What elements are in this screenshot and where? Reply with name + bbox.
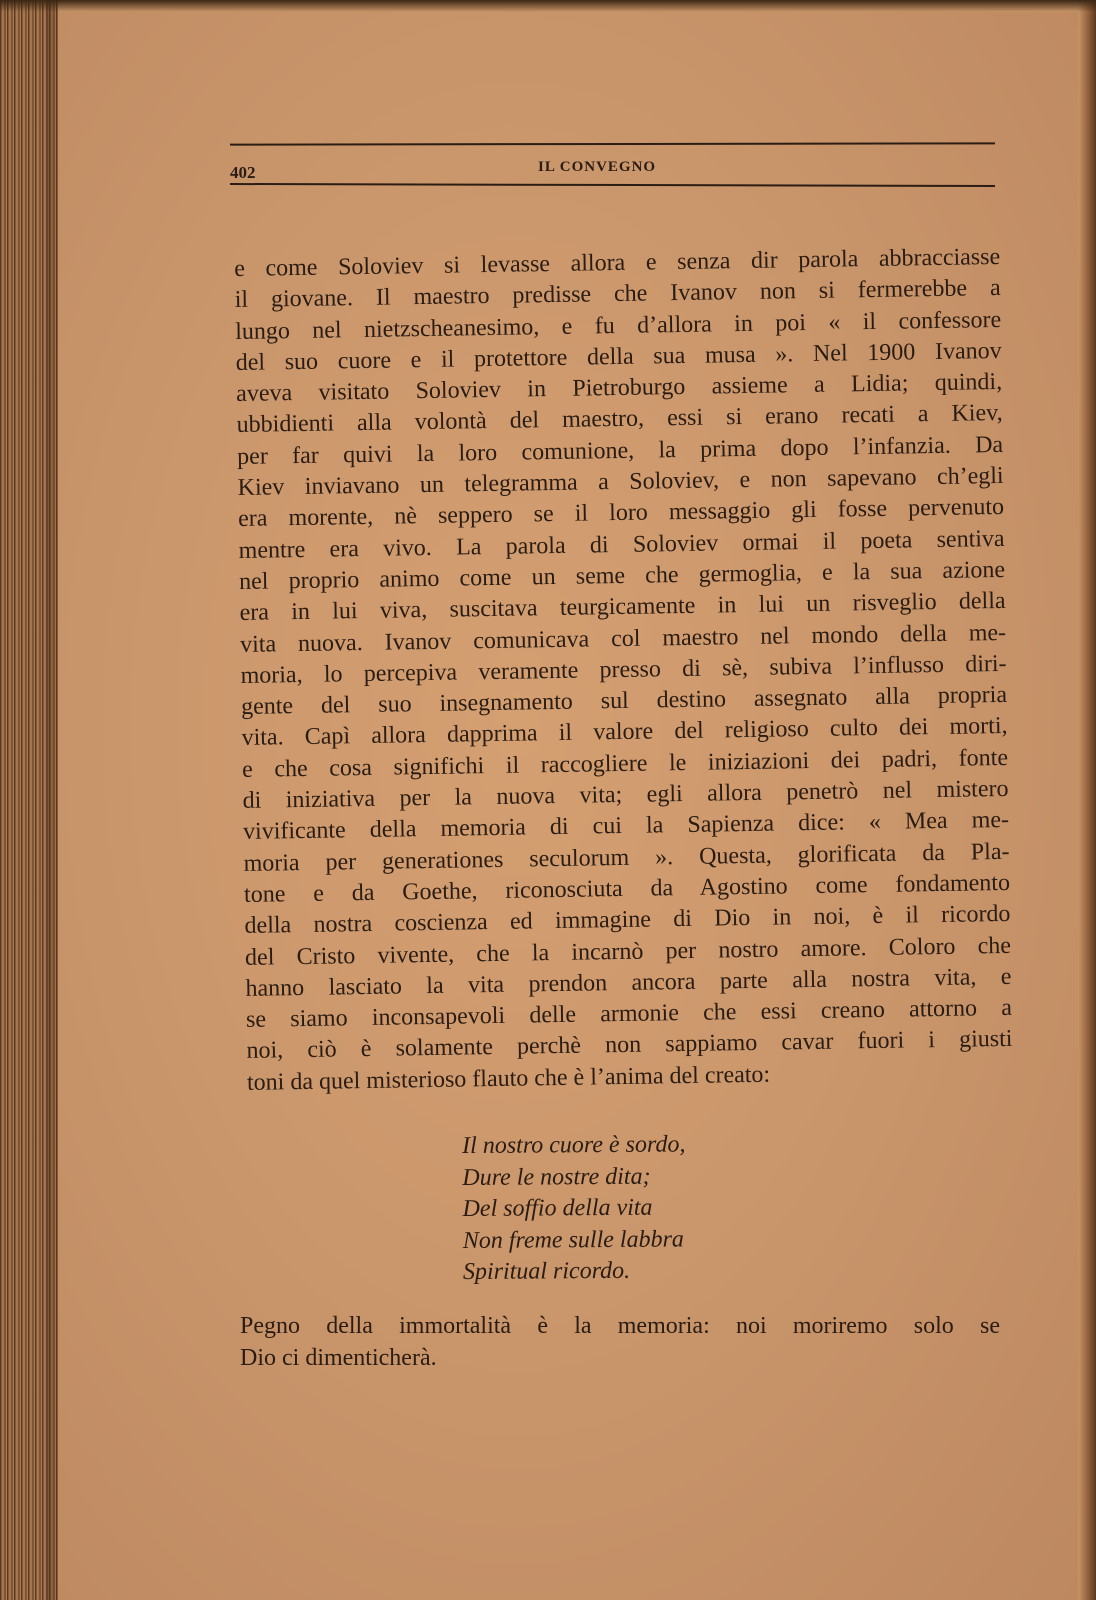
body-line: per far quivi la loro comunione, la prima dopo l’infanzia. Da xyxy=(236,431,1004,470)
poem-line: Dure le nostre dita; xyxy=(462,1163,651,1191)
closing-paragraph xyxy=(240,1311,1000,1374)
page-header xyxy=(230,143,995,199)
body-line: mentre era vivo. La parola di Soloviev ormai il poeta sentiva xyxy=(238,525,1005,564)
body-line: tone e da Goethe, riconosciuta da Agostino come fondamento xyxy=(243,869,1011,908)
closing-line: Dio ci dimenticherà. xyxy=(240,1344,437,1371)
body-line: ubbidienti alla volontà del maestro, essi si erano recati a Kiev, xyxy=(236,400,1003,439)
body-line: e come Soloviev si levasse allora e senza dir parola abbracciasse xyxy=(234,243,1001,282)
body-line: noi, ciò è solamente perchè non sappiamo cavar fuori i giusti xyxy=(246,1026,1013,1065)
body-line: moria, lo percepiva veramente presso di sè, subiva l’influsso diri- xyxy=(240,650,1007,689)
body-line: se siamo inconsapevoli delle armonie che essi creano attorno a xyxy=(245,995,1013,1034)
body-line: del Cristo vivente, che la incarnò per nostro amore. Coloro che xyxy=(244,932,1012,971)
poem-line: Non freme sulle labbra xyxy=(462,1225,684,1254)
header-rule-bottom xyxy=(230,183,995,187)
body-line: lungo nel nietzscheanesimo, e fu d’allora in poi « il confessore xyxy=(235,306,1002,345)
poem-line: Il nostro cuore è sordo, xyxy=(462,1131,686,1159)
closing-line: Pegno della immortalità è la memoria: noi moriremo solo se xyxy=(240,1313,1000,1339)
poem-line: Spiritual ricordo. xyxy=(462,1257,631,1285)
page-number: 402 xyxy=(230,163,256,182)
body-line: toni da quel misterioso flauto che è l’anima del creato: xyxy=(246,1061,771,1096)
body-line: era in lui viva, suscitava teurgicamente in lui un risveglio della xyxy=(239,588,1006,627)
body-line: aveva visitato Soloviev in Pietroburgo assieme a Lidia; quindi, xyxy=(235,369,1003,408)
body-line: di iniziativa per la nuova vita; egli allora penetrò nel mistero xyxy=(242,775,1009,814)
body-line: e che cosa significhi il raccogliere le iniziazioni dei padri, fonte xyxy=(241,744,1009,783)
body-line: gente del suo insegnamento sul destino assegnato alla propria xyxy=(240,682,1008,721)
body-line: vita nuova. Ivanov comunicava col maestro nel mondo della me- xyxy=(239,619,1007,658)
header-rule-top xyxy=(230,142,995,145)
poem-quote xyxy=(462,1129,686,1288)
top-page-edge xyxy=(0,0,1096,12)
poem-line: Del soffio della vita xyxy=(462,1194,653,1222)
body-line: vivificante della memoria di cui la Sapienza dice: « Mea me- xyxy=(242,807,1010,846)
body-line: hanno lasciato la vita prendon ancora parte alla nostra vita, e xyxy=(245,963,1012,1002)
body-line: vita. Capì allora dapprima il valore del religioso culto dei morti, xyxy=(241,713,1008,752)
body-line: nel proprio animo come un seme che germoglia, e la sua azione xyxy=(238,556,1006,595)
body-paragraph xyxy=(234,242,1013,1099)
body-line: moria per generationes seculorum ». Questa, glorificata da Pla- xyxy=(243,838,1010,877)
body-line: il giovane. Il maestro predisse che Ivanov non si fermerebbe a xyxy=(234,275,1001,314)
body-line: del suo cuore e il protettore della sua musa ». Nel 1900 Ivanov xyxy=(235,337,1002,376)
body-line: era morente, nè seppero se il loro messaggio gli fosse pervenuto xyxy=(237,494,1005,533)
right-page-edge xyxy=(1078,0,1096,1600)
body-line: Kiev inviavano un telegramma a Soloviev, e non sapevano ch’egli xyxy=(237,463,1004,502)
running-head: IL CONVEGNO xyxy=(538,159,657,175)
body-line: della nostra coscienza ed immagine di Dio in noi, è il ricordo xyxy=(244,901,1011,940)
stacked-page-edges xyxy=(0,0,58,1600)
